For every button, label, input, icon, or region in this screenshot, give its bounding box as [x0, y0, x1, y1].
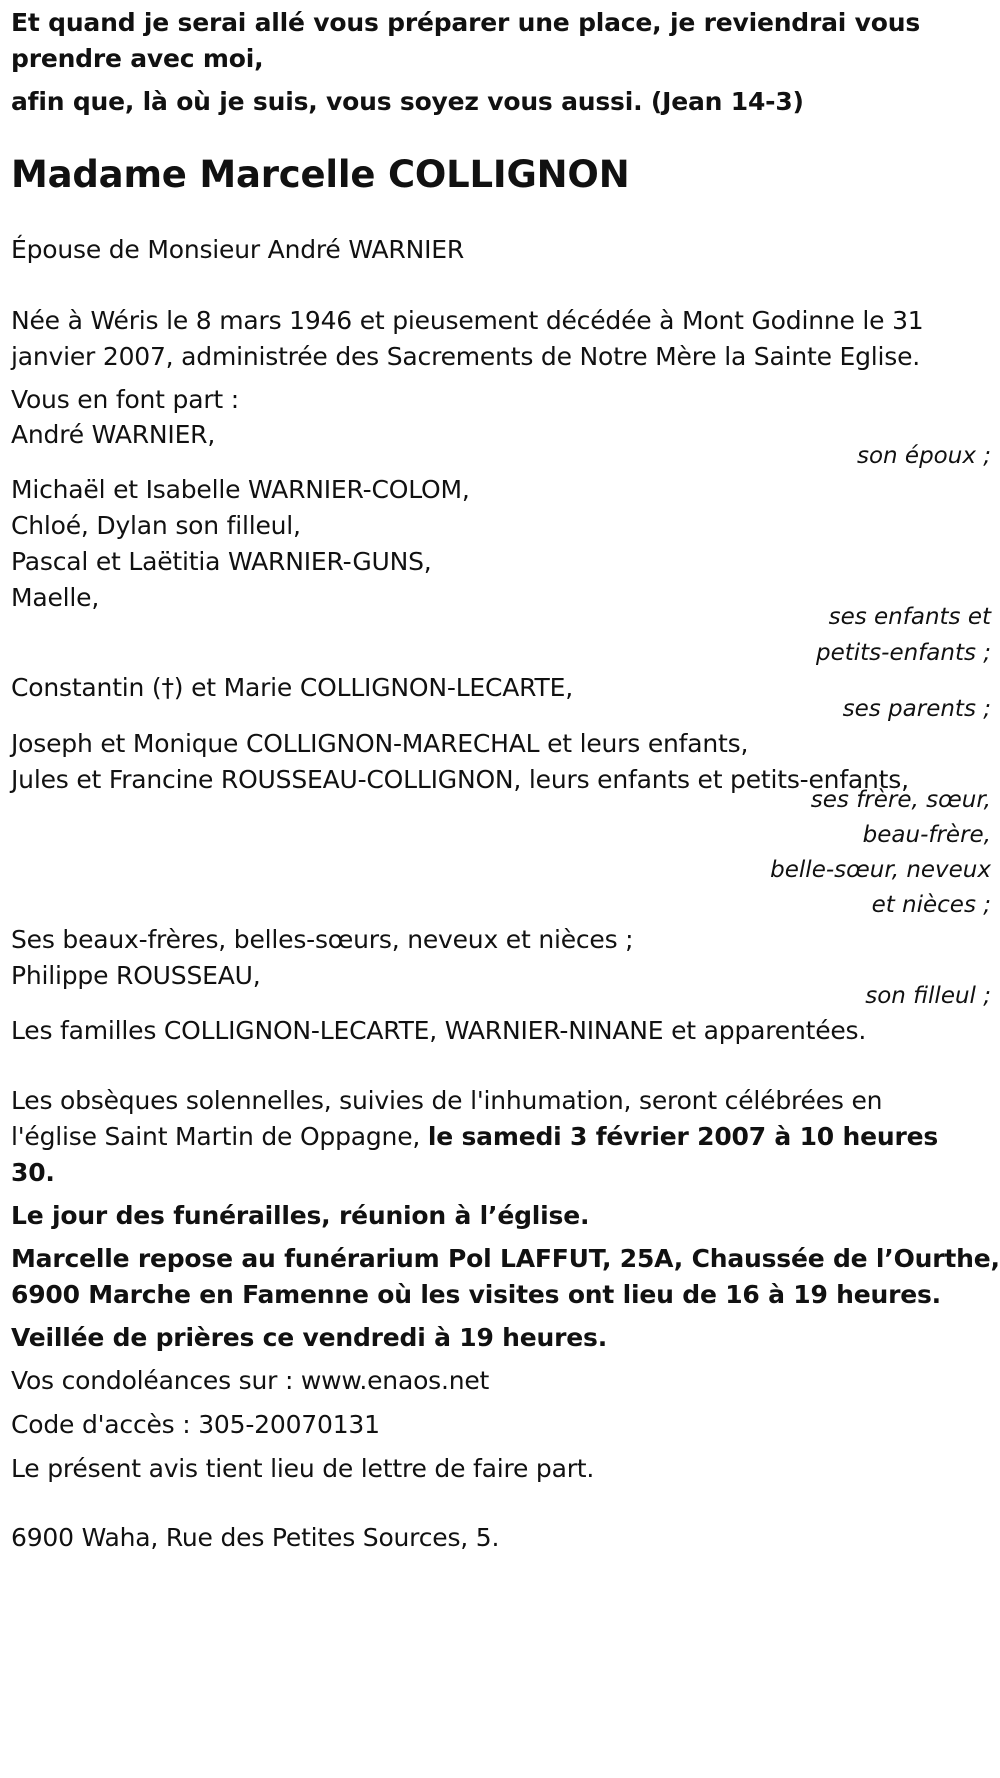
rest-line-2: 6900 Marche en Famenne où les visites ont lieu de 16 à 19 heures.	[11, 1280, 941, 1309]
epigraph-line-1: Et quand je serai allé vous préparer une place, je reviendrai vous	[11, 8, 921, 37]
husband-role: son époux ;	[856, 443, 991, 469]
page-title: Madame Marcelle COLLIGNON	[11, 153, 630, 196]
vigil-line: Veillée de prières ce vendredi à 19 heures.	[11, 1323, 607, 1352]
siblings-role: et nièces ;	[871, 892, 991, 918]
epigraph-line-3: afin que, là où je suis, vous soyez vous aussi. (Jean 14-3)	[11, 87, 804, 116]
families-line: Les familles COLLIGNON-LECARTE, WARNIER-NINANE et apparentées.	[11, 1016, 867, 1045]
announcement-intro: Vous en font part :	[11, 385, 239, 414]
parents-role: ses parents ;	[842, 696, 991, 722]
sibling-line: Joseph et Monique COLLIGNON-MARECHAL et leurs enfants,	[11, 729, 749, 758]
birth-death-line-2: janvier 2007, administrée des Sacrements de Notre Mère la Sainte Eglise.	[11, 342, 921, 371]
husband-name: André WARNIER,	[11, 420, 216, 449]
children-role: ses enfants et	[828, 604, 991, 630]
siblings-role: beau-frère,	[862, 822, 991, 848]
children-role: petits-enfants ;	[815, 640, 991, 666]
rest-line-1: Marcelle repose au funérarium Pol LAFFUT, 25A, Chaussée de l’Ourthe,	[11, 1244, 1000, 1273]
siblings-role: belle-sœur, neveux	[770, 857, 991, 883]
sibling-line: Jules et Francine ROUSSEAU-COLLIGNON, leurs enfants et petits-enfants,	[11, 765, 909, 794]
child-line: Pascal et Laëtitia WARNIER-GUNS,	[11, 547, 432, 576]
funeral-church: l'église Saint Martin de Oppagne,	[11, 1122, 421, 1151]
condolences-line: Vos condoléances sur : www.enaos.net	[11, 1366, 490, 1395]
in-laws-line: Ses beaux-frères, belles-sœurs, neveux et nièces ;	[11, 925, 634, 954]
child-line: Michaël et Isabelle WARNIER-COLOM,	[11, 475, 470, 504]
godson-name: Philippe ROUSSEAU,	[11, 961, 261, 990]
access-code-line: Code d'accès : 305-20070131	[11, 1410, 380, 1439]
funeral-line-3: 30.	[11, 1158, 55, 1187]
child-line: Chloé, Dylan son filleul,	[11, 511, 301, 540]
godson-role: son filleul ;	[865, 983, 991, 1009]
siblings-role: ses frère, sœur,	[810, 787, 991, 813]
address-line: 6900 Waha, Rue des Petites Sources, 5.	[11, 1523, 500, 1552]
notice-line: Le présent avis tient lieu de lettre de faire part.	[11, 1454, 595, 1483]
spouse-line: Épouse de Monsieur André WARNIER	[11, 235, 465, 264]
epigraph-line-2: prendre avec moi,	[11, 44, 264, 73]
funeral-line-1: Les obsèques solennelles, suivies de l'inhumation, seront célébrées en	[11, 1086, 883, 1115]
funeral-line-2	[11, 1117, 938, 1157]
child-line: Maelle,	[11, 583, 100, 612]
funeral-date: le samedi 3 février 2007 à 10 heures	[427, 1122, 939, 1151]
meeting-line: Le jour des funérailles, réunion à l’église.	[11, 1201, 590, 1230]
birth-death-line-1: Née à Wéris le 8 mars 1946 et pieusement décédée à Mont Godinne le 31	[11, 306, 924, 335]
parents-name: Constantin (†) et Marie COLLIGNON-LECARTE,	[11, 673, 573, 702]
